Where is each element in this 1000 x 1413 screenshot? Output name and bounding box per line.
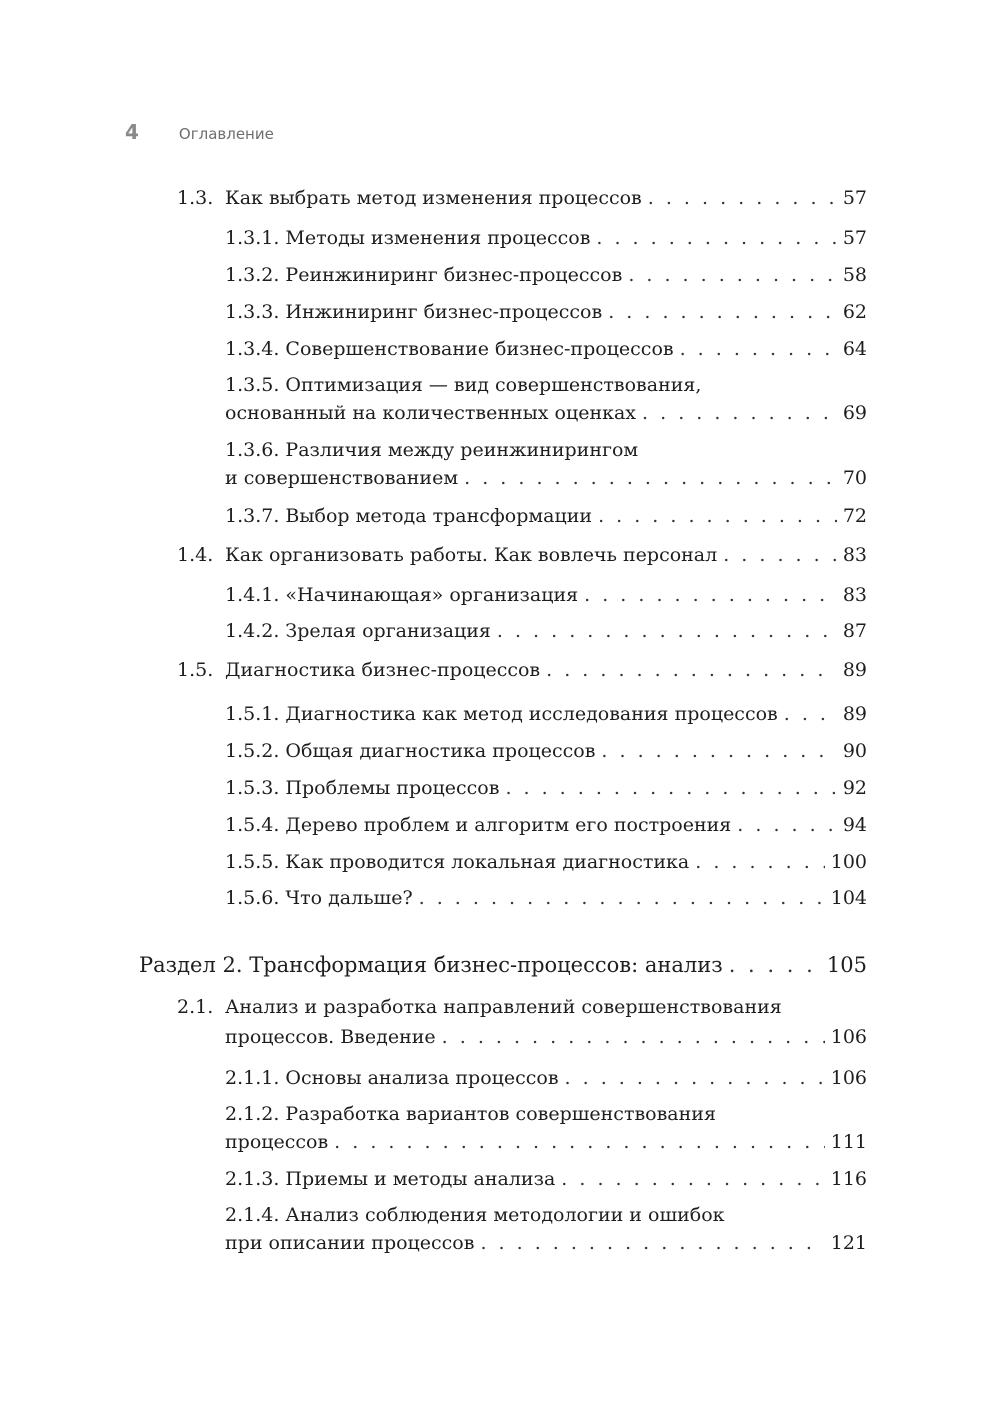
dot-leader (596, 223, 836, 253)
running-head-title: Оглавление (178, 125, 274, 143)
toc-entry[interactable] (225, 297, 867, 327)
dot-leader (464, 464, 837, 492)
toc-entry-row (139, 950, 867, 980)
toc-entry-title: 1.3.4. Совершенствование бизнес-процессов (225, 338, 674, 360)
dot-leader (784, 699, 837, 729)
dot-leader (601, 736, 836, 766)
toc-entry-title: 1.5.1. Диагностика как метод исследования процессов (225, 703, 778, 725)
toc-entry[interactable] (177, 655, 867, 685)
toc-page-number: 57 (842, 187, 867, 209)
dot-leader (608, 297, 837, 327)
dot-leader (546, 655, 837, 685)
toc-entry[interactable] (225, 847, 867, 877)
toc-entry-title: процессов. Введение (225, 1026, 436, 1048)
toc-page-number: 70 (842, 467, 867, 489)
toc-page-number: 116 (830, 1168, 867, 1190)
toc-entry[interactable] (225, 1100, 867, 1156)
toc-entry[interactable] (225, 810, 867, 840)
toc-entry-title: 1.3.7. Выбор метода трансформации (225, 505, 593, 527)
toc-entry[interactable] (177, 992, 867, 1052)
toc-entry-title-line: Анализ и разработка направлений совершенствования (225, 996, 782, 1018)
toc-page-number: 92 (842, 777, 867, 799)
toc-entry-row (177, 1022, 867, 1052)
toc-page-number: 121 (830, 1232, 867, 1254)
toc-entry[interactable] (225, 501, 867, 531)
toc-entry-title-line: 1.3.5. Оптимизация — вид совершенствования, (225, 374, 702, 396)
toc-entry-title: и совершенствованием (225, 467, 459, 489)
toc-page-number: 62 (842, 301, 867, 323)
dot-leader (561, 1164, 824, 1194)
toc-page-number: 94 (842, 814, 867, 836)
toc-entry-title: 1.5.4. Дерево проблем и алгоритм его построения (225, 814, 732, 836)
toc-entry-row (225, 736, 867, 766)
toc-entry-row (225, 399, 867, 427)
toc-page-number: 111 (830, 1131, 867, 1153)
toc-entry-title: Раздел 2. Трансформация бизнес-процессов: анализ (139, 953, 723, 977)
toc-page-number: 106 (830, 1026, 867, 1048)
toc-entry-row (225, 464, 867, 492)
toc-entry-row (225, 810, 867, 840)
toc-entry-row (225, 1063, 867, 1093)
toc-page-number: 58 (842, 264, 867, 286)
toc-entry[interactable] (225, 1201, 867, 1257)
toc-entry-title: при описании процессов (225, 1232, 475, 1254)
toc-entry-row (225, 616, 867, 646)
toc-page-number: 104 (830, 887, 867, 909)
toc-section-number: 2.1. (177, 996, 214, 1018)
dot-leader (695, 847, 825, 877)
toc-entry[interactable] (225, 883, 867, 913)
toc-entry[interactable] (225, 260, 867, 290)
dot-leader (442, 1022, 825, 1052)
toc-entry-title: 2.1.3. Приемы и методы анализа (225, 1168, 556, 1190)
toc-entry-title: 1.5.3. Проблемы процессов (225, 777, 500, 799)
dot-leader (723, 540, 837, 570)
toc-entry-title: процессов (225, 1131, 329, 1153)
toc-entry-row (225, 501, 867, 531)
toc-entry-row (225, 699, 867, 729)
toc-entry-row (177, 183, 867, 213)
toc-page-number: 69 (842, 402, 867, 424)
toc-page-number: 64 (842, 338, 867, 360)
toc-page-number: 83 (842, 544, 867, 566)
toc-entry-row (225, 847, 867, 877)
toc-entry[interactable] (225, 334, 867, 364)
toc-section-number: 1.3. (177, 187, 214, 209)
toc-entry[interactable] (225, 371, 867, 427)
toc-entry-title-line: 2.1.4. Анализ соблюдения методологии и ошибок (225, 1204, 725, 1226)
toc-entry[interactable] (225, 1063, 867, 1093)
dot-leader (737, 810, 837, 840)
toc-entry-title: Как организовать работы. Как вовлечь персонал (225, 544, 718, 566)
toc-entry-row (225, 1229, 867, 1257)
toc-entry-title: основанный на количественных оценках (225, 402, 637, 424)
dot-leader (598, 501, 837, 531)
toc-page-number: 72 (842, 505, 867, 527)
dot-leader (680, 334, 837, 364)
toc-entry[interactable] (225, 736, 867, 766)
toc-page-number: 105 (826, 953, 867, 977)
toc-entry-title-line: 1.3.6. Различия между реинжинирингом (225, 439, 639, 461)
toc-entry[interactable] (225, 616, 867, 646)
toc-entry-row (225, 260, 867, 290)
toc-entry[interactable] (177, 540, 867, 570)
toc-entry[interactable] (225, 699, 867, 729)
toc-entry-row (225, 773, 867, 803)
toc-page-number: 89 (842, 703, 867, 725)
dot-leader (628, 260, 837, 290)
dot-leader (584, 580, 837, 610)
dot-leader (565, 1063, 825, 1093)
dot-leader (497, 616, 837, 646)
toc-entry-title: 1.5.5. Как проводится локальная диагностика (225, 851, 690, 873)
toc-entry-row (177, 540, 867, 570)
toc-entry-row (225, 334, 867, 364)
toc-page-number: 89 (842, 659, 867, 681)
toc-entry-row (225, 1164, 867, 1194)
toc-entry-title: 1.5.6. Что дальше? (225, 887, 413, 909)
dot-leader (505, 773, 836, 803)
toc-page-number: 87 (842, 620, 867, 642)
toc-entry-title: Диагностика бизнес-процессов (225, 659, 541, 681)
toc-page-number: 57 (842, 227, 867, 249)
dot-leader (729, 950, 821, 980)
toc-page-number: 106 (830, 1067, 867, 1089)
toc-entry-title: 1.3.1. Методы изменения процессов (225, 227, 591, 249)
toc-entry[interactable] (139, 950, 867, 980)
toc-entry-title: Как выбрать метод изменения процессов (225, 187, 642, 209)
toc-entry-row (225, 1128, 867, 1156)
page-number: 4 (125, 120, 139, 144)
toc-page-number: 83 (842, 584, 867, 606)
toc-entry-title: 1.4.2. Зрелая организация (225, 620, 491, 642)
dot-leader (480, 1229, 824, 1257)
toc-entry[interactable] (225, 580, 867, 610)
toc-entry-title: 1.5.2. Общая диагностика процессов (225, 740, 596, 762)
toc-entry-title: 1.4.1. «Начинающая» организация (225, 584, 579, 606)
toc-entry[interactable] (225, 1164, 867, 1194)
toc-entry-title-line: 2.1.2. Разработка вариантов совершенствования (225, 1103, 716, 1125)
toc-entry-row (177, 655, 867, 685)
toc-entry-row (225, 883, 867, 913)
toc-entry-title: 1.3.3. Инжиниринг бизнес-процессов (225, 301, 603, 323)
toc-entry-row (225, 297, 867, 327)
toc-entry[interactable] (177, 183, 867, 213)
dot-leader (642, 399, 837, 427)
toc-entry-row (225, 223, 867, 253)
toc-section-number: 1.4. (177, 544, 214, 566)
toc-section-number: 1.5. (177, 659, 214, 681)
toc-page-number: 100 (830, 851, 867, 873)
dot-leader (419, 883, 825, 913)
dot-leader (334, 1128, 825, 1156)
toc-entry-title: 1.3.2. Реинжиниринг бизнес-процессов (225, 264, 623, 286)
running-head (125, 120, 274, 144)
dot-leader (648, 183, 837, 213)
toc-entry[interactable] (225, 436, 867, 492)
toc-entry[interactable] (225, 223, 867, 253)
toc-page-number: 90 (842, 740, 867, 762)
toc-entry-row (225, 580, 867, 610)
toc-entry[interactable] (225, 773, 867, 803)
toc-entry-title: 2.1.1. Основы анализа процессов (225, 1067, 559, 1089)
